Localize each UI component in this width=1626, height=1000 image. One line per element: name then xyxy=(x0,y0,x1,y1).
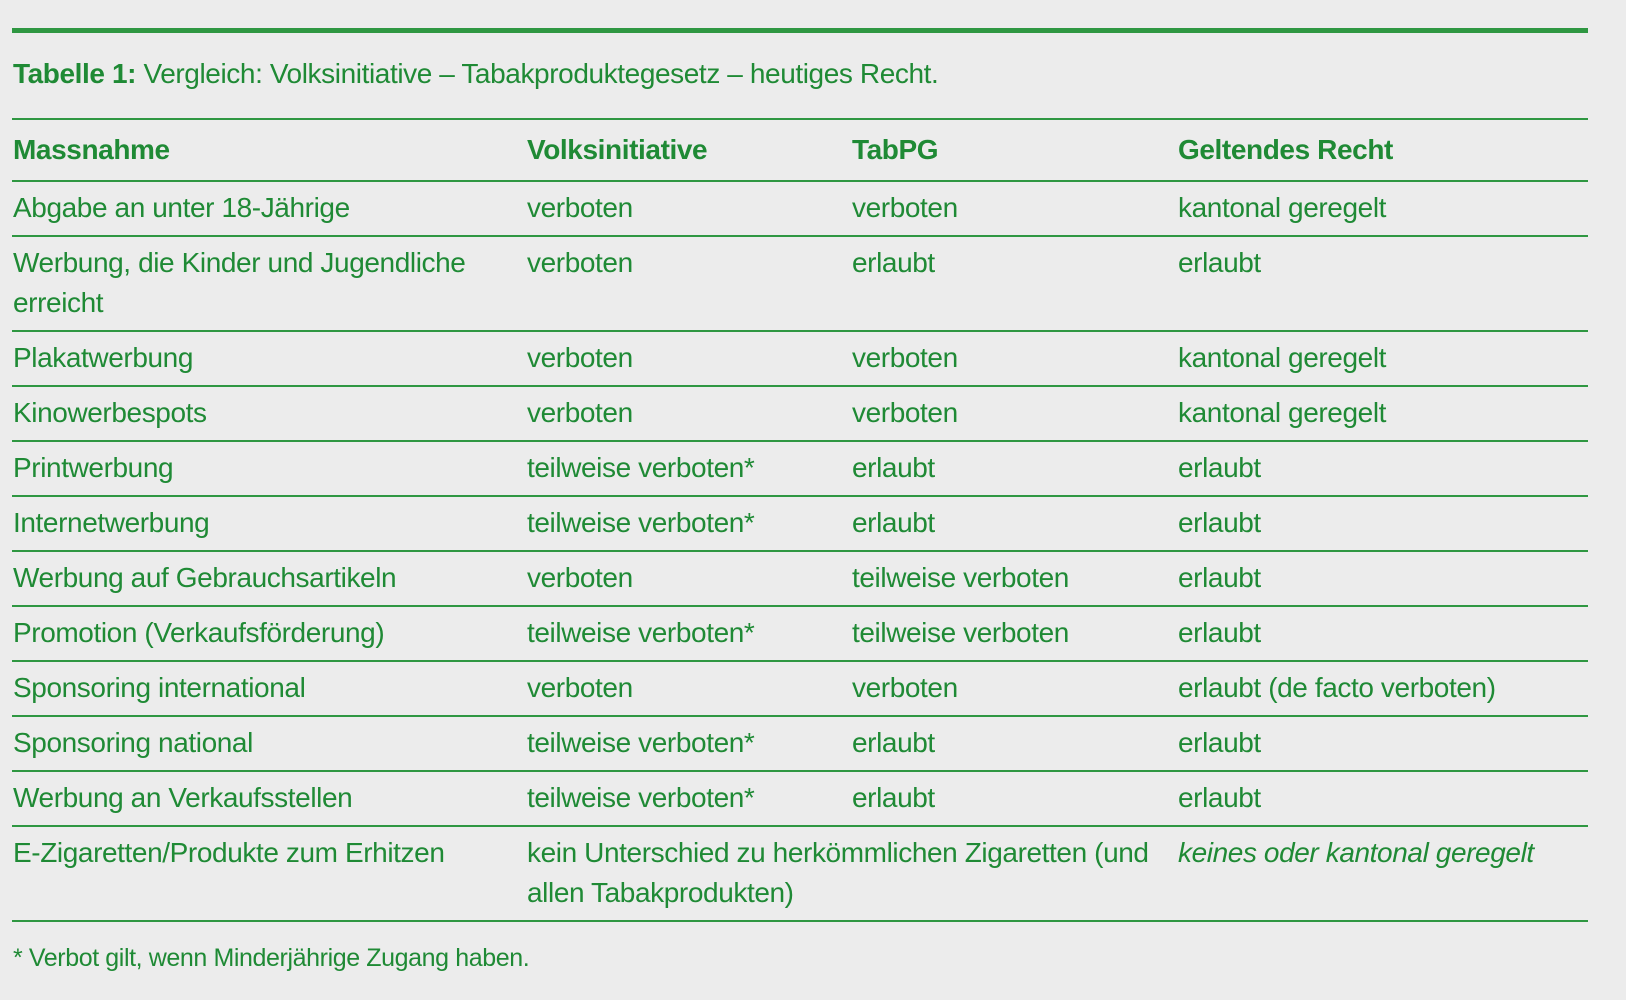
measure-cell: Werbung an Verkaufsstellen xyxy=(12,771,526,826)
measure-cell: Promotion (Verkaufsförderung) xyxy=(12,606,526,661)
current-law-cell: kantonal geregelt xyxy=(1177,181,1588,236)
initiative-cell: verboten xyxy=(526,236,851,331)
table-row xyxy=(12,826,1588,921)
measure-cell: Kinowerbespots xyxy=(12,386,526,441)
header-geltendes-recht: Geltendes Recht xyxy=(1177,119,1588,181)
measure-cell: Printwerbung xyxy=(12,441,526,496)
current-law-cell: erlaubt xyxy=(1177,771,1588,826)
header-row xyxy=(12,119,1588,181)
table-caption xyxy=(13,58,938,90)
initiative-cell: teilweise verboten* xyxy=(526,606,851,661)
measure-cell: Internetwerbung xyxy=(12,496,526,551)
tabpg-cell: verboten xyxy=(851,386,1177,441)
initiative-tabpg-merged-cell: kein Unterschied zu herkömmlichen Zigaretten (und allen Tabakprodukten) xyxy=(526,826,1177,921)
caption-text: Vergleich: Volksinitiative – Tabakproduktegesetz – heutiges Recht. xyxy=(143,58,939,89)
tabpg-cell: erlaubt xyxy=(851,236,1177,331)
table-row xyxy=(12,331,1588,386)
current-law-cell: erlaubt xyxy=(1177,441,1588,496)
initiative-cell: verboten xyxy=(526,181,851,236)
current-law-cell: kantonal geregelt xyxy=(1177,331,1588,386)
current-law-cell: erlaubt (de facto verboten) xyxy=(1177,661,1588,716)
current-law-cell: erlaubt xyxy=(1177,606,1588,661)
table-row xyxy=(12,386,1588,441)
measure-cell: Sponsoring international xyxy=(12,661,526,716)
current-law-cell: erlaubt xyxy=(1177,236,1588,331)
tabpg-cell: erlaubt xyxy=(851,716,1177,771)
initiative-cell: verboten xyxy=(526,551,851,606)
table-row xyxy=(12,716,1588,771)
table-row xyxy=(12,551,1588,606)
header-volksinitiative: Volksinitiative xyxy=(526,119,851,181)
measure-cell: E-Zigaretten/Produkte zum Erhitzen xyxy=(12,826,526,921)
table-row xyxy=(12,441,1588,496)
table-row xyxy=(12,771,1588,826)
tabpg-cell: verboten xyxy=(851,661,1177,716)
measure-cell: Abgabe an unter 18-Jährige xyxy=(12,181,526,236)
current-law-cell: kantonal geregelt xyxy=(1177,386,1588,441)
table-row xyxy=(12,496,1588,551)
initiative-cell: verboten xyxy=(526,331,851,386)
current-law-cell: erlaubt xyxy=(1177,551,1588,606)
tabpg-cell: teilweise verboten xyxy=(851,606,1177,661)
footnote: * Verbot gilt, wenn Minderjährige Zugang haben. xyxy=(13,944,530,972)
current-law-cell: erlaubt xyxy=(1177,716,1588,771)
tabpg-cell: erlaubt xyxy=(851,496,1177,551)
initiative-cell: teilweise verboten* xyxy=(526,716,851,771)
initiative-cell: teilweise verboten* xyxy=(526,441,851,496)
initiative-cell: verboten xyxy=(526,386,851,441)
measure-cell: Plakatwerbung xyxy=(12,331,526,386)
measure-cell: Werbung auf Gebrauchsartikeln xyxy=(12,551,526,606)
tabpg-cell: erlaubt xyxy=(851,771,1177,826)
measure-cell: Werbung, die Kinder und Jugendliche erreicht xyxy=(12,236,526,331)
tabpg-cell: erlaubt xyxy=(851,441,1177,496)
current-law-cell: keines oder kantonal geregelt xyxy=(1177,826,1588,921)
initiative-cell: teilweise verboten* xyxy=(526,771,851,826)
comparison-table xyxy=(12,118,1588,922)
current-law-cell: erlaubt xyxy=(1177,496,1588,551)
caption-label: Tabelle 1: xyxy=(13,58,137,89)
table-row xyxy=(12,606,1588,661)
header-tabpg: TabPG xyxy=(851,119,1177,181)
table-row xyxy=(12,181,1588,236)
top-rule xyxy=(12,28,1588,33)
tabpg-cell: verboten xyxy=(851,181,1177,236)
initiative-cell: teilweise verboten* xyxy=(526,496,851,551)
tabpg-cell: verboten xyxy=(851,331,1177,386)
tabpg-cell: teilweise verboten xyxy=(851,551,1177,606)
table-row xyxy=(12,661,1588,716)
initiative-cell: verboten xyxy=(526,661,851,716)
table-row xyxy=(12,236,1588,331)
measure-cell: Sponsoring national xyxy=(12,716,526,771)
header-massnahme: Massnahme xyxy=(12,119,526,181)
